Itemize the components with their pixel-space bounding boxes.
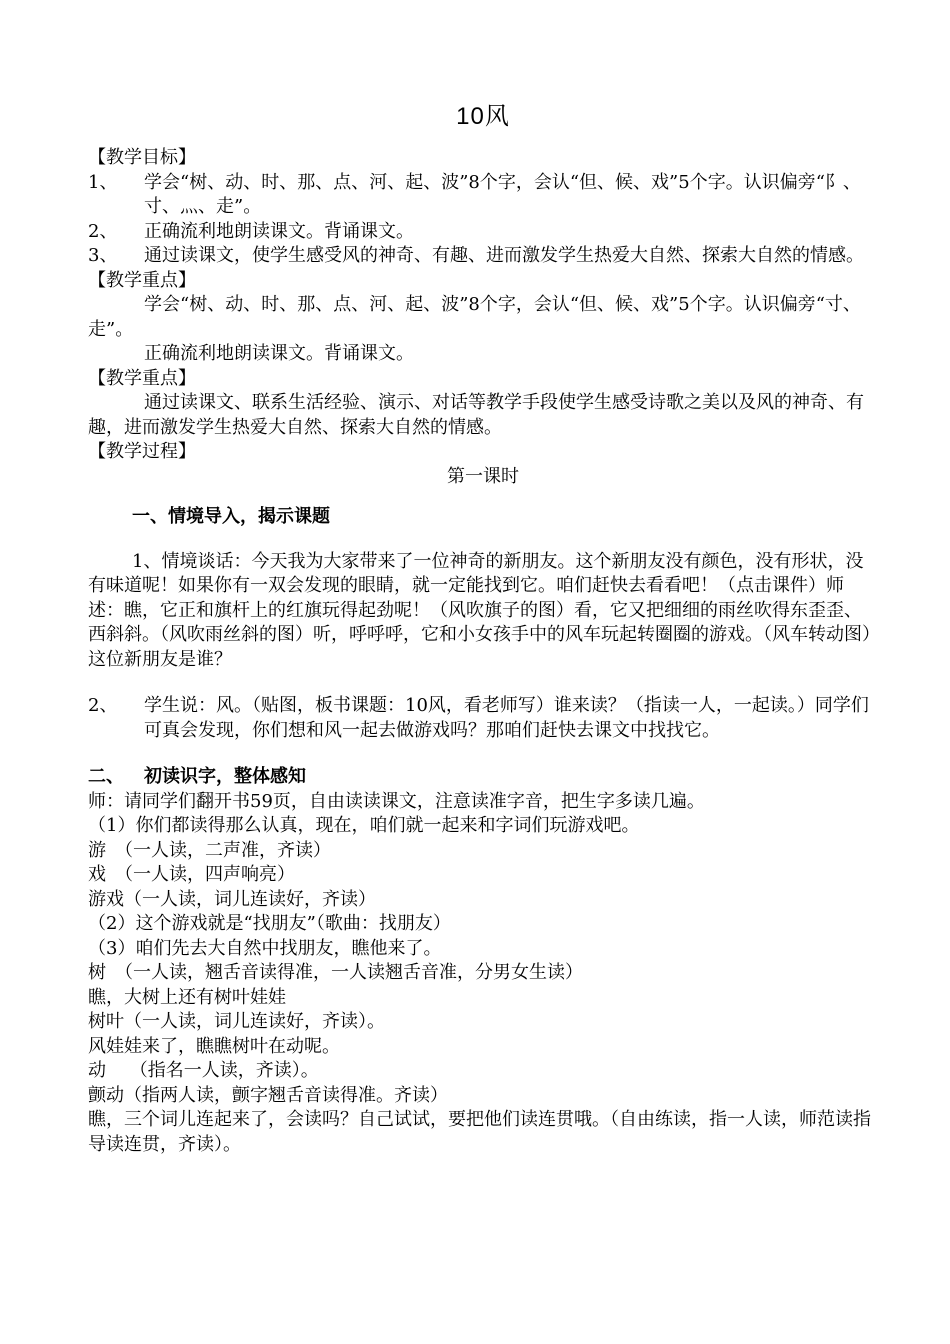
section2-title: 初读识字，整体感知 [144,766,306,787]
section2-line: 戏 （一人读，四声响亮） [88,864,295,885]
objective-text: 通过读课文，使学生感受风的神奇、有趣、进而激发学生热爱大自然、探索大自然的情感。 [144,245,864,266]
section2-line: 瞧，三个词儿连起来了，会读吗？自己试试，要把他们读连贯哦。（自由练读，指一人读，师范读指导读连贯，齐读）。 [88,1109,871,1155]
objective-text: 学会“树、动、时、那、点、河、起、波”8个字，会认“但、候、戏”5个字。认识偏旁“阝、寸、灬、走”。 [144,171,861,217]
section2-line: 树 （一人读，翘舌音读得准，一人读翘舌音准，分男女生读） [88,962,583,983]
objective-item [88,171,878,220]
section2-line: 树叶（一人读，词儿连读好，齐读）。 [88,1011,385,1032]
section2-line: （3）咱们先去大自然中找朋友，瞧他来了。 [88,937,442,959]
section2-line: 游 （一人读，二声准，齐读） [88,839,331,861]
section2-line: 颤动（指两人读，颤字翘舌音读得准。齐读） [88,1084,448,1106]
section1-heading: 一、情境导入，揭示课题 [132,506,330,527]
section2-heading [88,765,878,790]
process-heading: 【教学过程】 [88,441,196,462]
section2-number: 二、 [88,766,124,787]
keypoints-line: 正确流利地朗读课文。背诵课文。 [144,343,414,364]
difficulty-text: 通过读课文、联系生活经验、演示、对话等教学手段使学生感受诗歌之美以及风的神奇、有趣，进而激发学生热爱大自然、探索大自然的情感。 [88,392,864,438]
objective-number: 1、 [88,171,118,193]
section2-line: 风娃娃来了，瞧瞧树叶在动呢。 [88,1035,340,1057]
page-title: 10风 [456,103,510,130]
section1-item-number: 2、 [88,695,118,716]
section1-paragraph: 1、情境谈话：今天我为大家带来了一位神奇的新朋友。这个新朋友没有颜色，没有形状，没有味道呢！如果你有一双会发现的眼睛，就一定能找到它。咱们赶快去看看吧！（点击课件）师述：瞧，它正和旗杆上的红旗玩得起劲呢！（风吹旗子的图）看，它又把细细的雨丝吹得东歪歪、西斜斜。（风吹雨丝斜的图）听，呼呼呼，它和小女孩手中的风车玩起转圈圈的游戏。（风车转动图）这位新朋友是谁？ [88,550,871,670]
section2-line: 动 （指名一人读，齐读）。 [88,1060,319,1081]
keypoints-line: 学会“树、动、时、那、点、河、起、波”8个字，会认“但、候、戏”5个字。认识偏旁“寸、 走”。 [88,294,861,340]
section2-line: （2）这个游戏就是“找朋友”（歌曲：找朋友） [88,913,451,934]
objective-item [88,220,878,245]
section2-line: 瞧，大树上还有树叶娃娃 [88,986,286,1008]
section2-line: （1）你们都读得那么认真，现在，咱们就一起来和字词们玩游戏吧。 [88,815,640,836]
objective-number: 2、 [88,220,118,242]
section2-line: 游戏（一人读，词儿连读好，齐读） [88,888,376,910]
objectives-heading: 【教学目标】 [88,147,196,168]
section2-line: 师：请同学们翻开书59页，自由读读课文，注意读准字音，把生字多读几遍。 [88,790,705,812]
section1-item-text: 学生说：风。（贴图，板书课题：10风，看老师写）谁来读？（指读一人，一起读。）同学们可真会发现，你们想和风一起去做游戏吗？那咱们赶快去课文中找找它。 [144,695,869,741]
lesson-label: 第一课时 [447,465,519,487]
difficulty-heading: 【教学重点】 [88,367,196,389]
objective-text: 正确流利地朗读课文。背诵课文。 [144,220,414,242]
section1-item [88,694,878,743]
objective-number: 3、 [88,245,118,266]
keypoints-heading: 【教学重点】 [88,269,196,291]
document-page [88,96,878,1157]
objective-item [88,244,878,269]
